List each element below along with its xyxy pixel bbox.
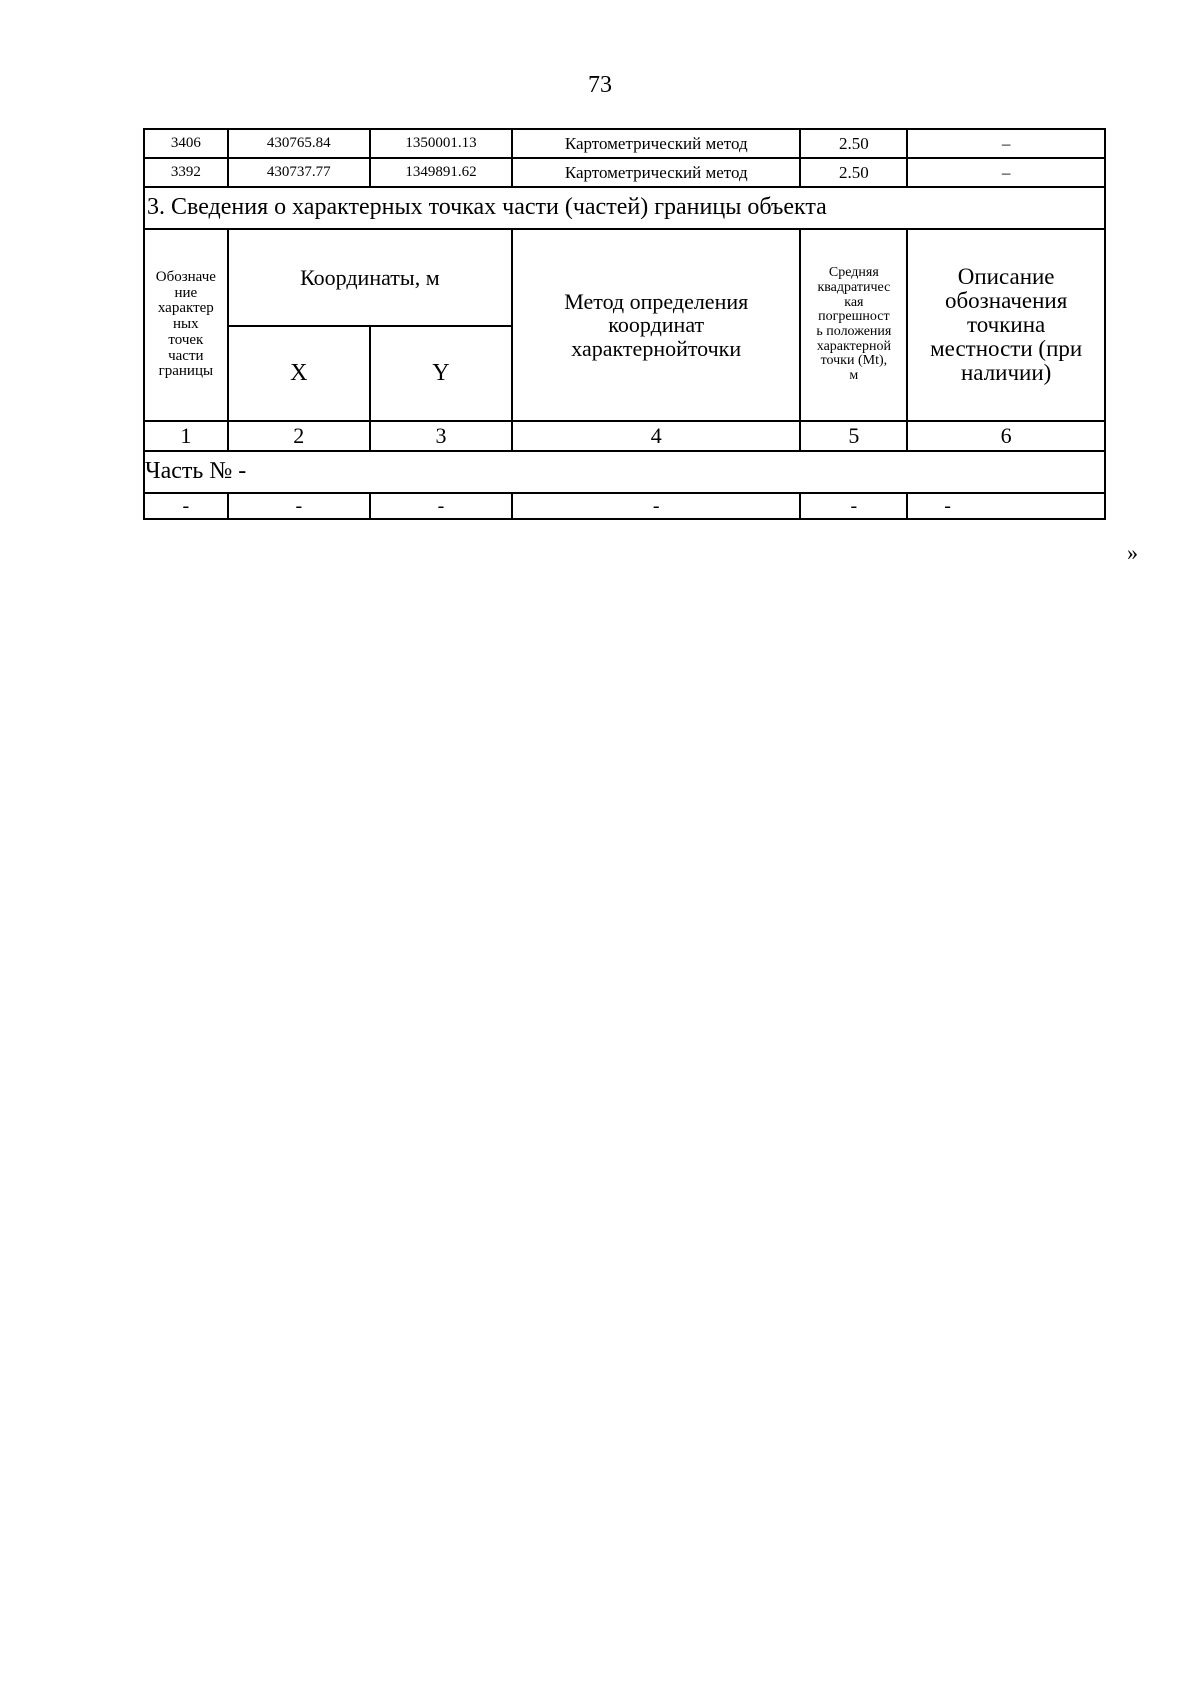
table-row bbox=[144, 129, 1105, 158]
y-cell: - bbox=[370, 493, 512, 519]
header-row-top bbox=[144, 229, 1105, 326]
part-label: Часть № - bbox=[144, 451, 1105, 493]
x-cell: 430765.84 bbox=[228, 129, 370, 158]
mt-cell: 2.50 bbox=[800, 129, 907, 158]
header-line: обозначения bbox=[944, 287, 1068, 313]
description-cell: – bbox=[907, 129, 1105, 158]
header-coordinates: Координаты, м bbox=[228, 229, 512, 326]
header-method bbox=[512, 229, 800, 421]
header-line: Метод определения bbox=[564, 289, 749, 315]
mt-cell: 2.50 bbox=[800, 158, 907, 187]
method-cell: Картометрический метод bbox=[512, 129, 800, 158]
header-line: координат bbox=[608, 312, 705, 338]
header-line: точкина bbox=[967, 311, 1046, 337]
header-line: ь положения bbox=[816, 324, 892, 339]
column-number: 2 bbox=[228, 421, 370, 451]
column-number: 4 bbox=[512, 421, 800, 451]
header-line: кая bbox=[844, 294, 864, 310]
header-line: Обозначе bbox=[155, 268, 216, 285]
header-line: границы bbox=[158, 363, 214, 380]
y-cell: 1349891.62 bbox=[370, 158, 512, 187]
header-line: ние bbox=[174, 284, 198, 301]
section-title-row bbox=[144, 187, 1105, 229]
page-number: 73 bbox=[588, 72, 612, 98]
header-line: точек bbox=[168, 331, 204, 348]
boundary-points-table bbox=[143, 128, 1106, 520]
header-line: характернойточки bbox=[571, 335, 742, 361]
mt-cell: - bbox=[800, 493, 907, 519]
section-3-title: 3. Сведения о характерных точках части (частей) границы объекта bbox=[144, 187, 1105, 229]
header-line: характер bbox=[157, 300, 214, 317]
x-cell: - bbox=[228, 493, 370, 519]
header-line: квадратичес bbox=[817, 279, 891, 295]
point-cell: 3392 bbox=[144, 158, 228, 187]
method-cell: - bbox=[512, 493, 800, 519]
method-cell: Картометрический метод bbox=[512, 158, 800, 187]
header-line: м bbox=[849, 368, 859, 384]
header-line: Описание bbox=[957, 263, 1055, 289]
column-number: 1 bbox=[144, 421, 228, 451]
header-line: части bbox=[168, 347, 204, 364]
header-line: местности (при bbox=[930, 336, 1083, 362]
header-line: ных bbox=[173, 316, 199, 333]
description-cell: - bbox=[907, 493, 1105, 519]
point-cell: 3406 bbox=[144, 129, 228, 158]
header-line: Средняя bbox=[828, 265, 879, 281]
table-row bbox=[144, 158, 1105, 187]
part-row bbox=[144, 451, 1105, 493]
header-x: X bbox=[228, 326, 370, 421]
header-y: Y bbox=[370, 326, 512, 421]
table-row bbox=[144, 493, 1105, 519]
description-cell: – bbox=[907, 158, 1105, 187]
x-cell: 430737.77 bbox=[228, 158, 370, 187]
header-mean-square-error bbox=[800, 229, 907, 421]
column-number-row bbox=[144, 421, 1105, 451]
header-point-designation bbox=[144, 229, 228, 421]
column-number: 6 bbox=[907, 421, 1105, 451]
point-cell: - bbox=[144, 493, 228, 519]
column-number: 3 bbox=[370, 421, 512, 451]
column-number: 5 bbox=[800, 421, 907, 451]
closing-quote: » bbox=[1127, 540, 1138, 565]
y-cell: 1350001.13 bbox=[370, 129, 512, 158]
header-line: наличии) bbox=[960, 360, 1052, 386]
header-line: точки (Mt), bbox=[820, 353, 888, 369]
header-line: характерной bbox=[816, 338, 891, 354]
header-line: погрешност bbox=[818, 309, 890, 325]
header-description bbox=[907, 229, 1105, 421]
